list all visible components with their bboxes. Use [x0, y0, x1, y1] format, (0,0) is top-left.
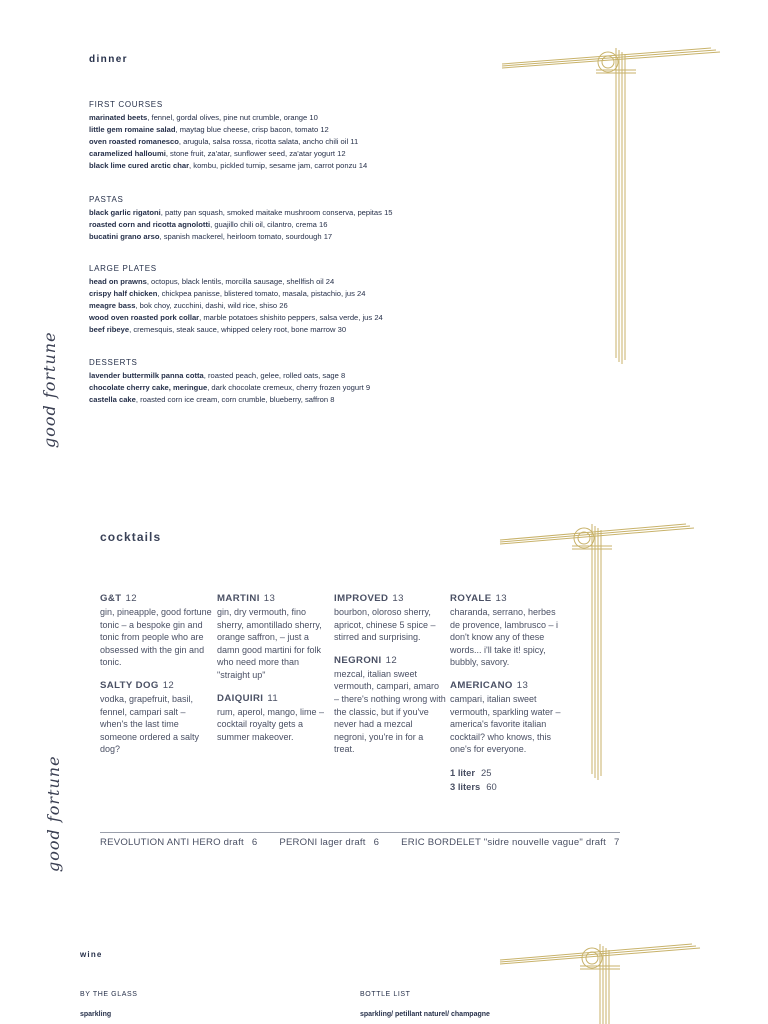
menu-item	[89, 312, 383, 324]
item-name: chocolate cherry cake, meringue	[89, 383, 208, 392]
section-title: DESSERTS	[89, 358, 138, 367]
item-description: , arugula, salsa rossa, ricotta salata, ancho chili oil	[178, 137, 349, 146]
cocktail-name-line	[100, 592, 212, 606]
item-price: 10	[309, 113, 318, 122]
item-description: , roasted corn ice cream, corn crumble, blueberry, saffron	[135, 395, 329, 404]
item-name: bucatini grano arso	[89, 232, 160, 241]
glass-category-sparkling: sparkling	[80, 1011, 112, 1018]
cocktail-name: AMERICANO	[450, 679, 513, 691]
section-title: FIRST COURSES	[89, 100, 163, 109]
item-description: , marble potatoes shishito peppers, salsa verde, jus	[199, 313, 373, 322]
item-description: , roasted peach, gelee, rolled oats, sage	[203, 371, 339, 380]
cocktail-price: 12	[162, 679, 175, 691]
menu-section	[89, 358, 370, 406]
cocktail-column	[100, 592, 212, 766]
bottle-list-heading: BOTTLE LIST	[360, 991, 411, 998]
cocktail-price: 13	[516, 679, 529, 691]
cocktail-name: IMPROVED	[334, 593, 389, 604]
item-name: head on prawns	[89, 277, 147, 286]
cocktail-item	[100, 592, 212, 669]
cocktail-name-line	[450, 679, 562, 693]
cocktail-description: rum, aperol, mango, lime – cocktail royalty gets a summer makeover.	[217, 706, 325, 742]
item-description: , fennel, gordal olives, pine nut crumble, orange	[147, 113, 308, 122]
liter-price: 60	[486, 780, 497, 792]
item-name: meagre bass	[89, 301, 136, 310]
item-description: , bok choy, zucchini, dashi, wild rice, shiso	[135, 301, 278, 310]
cocktail-price: 11	[267, 692, 279, 704]
item-price: 17	[323, 232, 333, 241]
menu-item	[89, 124, 367, 136]
item-price: 9	[365, 383, 371, 392]
beer-name: PERONI lager draft	[279, 837, 366, 848]
cocktail-description: mezcal, italian sweet vermouth, campari, amaro – there's nothing wrong with the classic, but if you've never had a mezcal negroni, you're in for a treat.	[334, 668, 446, 755]
cocktail-name: ROYALE	[450, 593, 492, 604]
cocktail-name: NEGRONI	[334, 654, 382, 666]
cocktail-name-line	[217, 692, 329, 706]
cocktail-item	[450, 679, 562, 756]
menu-section	[89, 264, 383, 336]
item-name: oven roasted romanesco	[89, 137, 179, 146]
item-price: 12	[320, 125, 329, 134]
art-deco-ornament-wine	[496, 940, 702, 1024]
menu-item	[89, 231, 393, 243]
menu-item	[89, 112, 367, 124]
brand-signature-cocktails: good fortune	[44, 755, 63, 872]
menu-item	[89, 394, 370, 406]
item-price: 8	[330, 395, 335, 404]
item-price: 26	[279, 301, 288, 310]
item-description: , spanish mackerel, heirloom tomato, sourdough	[159, 232, 322, 241]
beer-price: 7	[614, 837, 620, 848]
cocktail-name: DAIQUIRI	[217, 692, 264, 704]
cocktail-name: SALTY DOG	[100, 679, 159, 691]
cocktail-description: bourbon, oloroso sherry, apricot, chinese 5 spice – stirred and surprising.	[334, 607, 436, 643]
liter-size: 3 liters	[450, 780, 481, 792]
beer-divider	[100, 832, 620, 833]
menu-item	[89, 382, 370, 394]
draft-beer	[401, 837, 619, 848]
item-price: 8	[341, 371, 346, 380]
item-price: 14	[358, 161, 368, 170]
menu-item	[89, 136, 367, 148]
cocktail-name: G&T	[100, 593, 122, 604]
art-deco-ornament-dinner	[496, 44, 726, 368]
cocktail-column	[334, 592, 446, 766]
draft-beer-list	[100, 837, 642, 848]
cocktail-name-line	[100, 679, 212, 693]
item-price: 24	[374, 313, 383, 322]
item-name: roasted corn and ricotta agnolotti	[89, 220, 211, 229]
item-description: , patty pan squash, smoked maitake mushroom conserva, pepitas	[160, 208, 382, 217]
menu-item	[89, 288, 383, 300]
draft-beer	[100, 837, 257, 848]
cocktail-column	[217, 592, 329, 753]
cocktail-description: vodka, grapefruit, basil, fennel, campari salt – when's the last time someone ordered a salty dog?	[100, 693, 200, 755]
item-price: 16	[319, 220, 328, 229]
item-description: , cremesquis, steak sauce, whipped celery root, bone marrow	[129, 325, 336, 334]
item-price: 30	[337, 325, 347, 334]
cocktail-price: 13	[495, 593, 507, 604]
item-description: , maytag blue cheese, crisp bacon, tomato	[175, 125, 319, 134]
beer-name: REVOLUTION ANTI HERO draft	[100, 837, 244, 848]
cocktail-column	[450, 592, 562, 794]
draft-beer	[279, 837, 379, 848]
cocktail-item	[100, 679, 212, 756]
menu-item	[89, 207, 393, 219]
item-description: , guajillo chili oil, cilantro, crema	[210, 220, 317, 229]
menu-section	[89, 100, 367, 172]
item-price: 12	[337, 149, 346, 158]
menu-item	[89, 148, 367, 160]
item-name: black lime cured arctic char	[89, 161, 190, 170]
item-name: marinated beets	[89, 113, 148, 122]
menu-item	[89, 276, 383, 288]
wine-title: wine	[80, 950, 103, 959]
item-description: , kombu, pickled turnip, sesame jam, carrot ponzu	[189, 161, 357, 170]
cocktail-price: 12	[125, 593, 137, 604]
cocktail-name-line	[334, 654, 446, 668]
item-name: little gem romaine salad	[89, 125, 176, 134]
cocktail-price: 13	[392, 593, 404, 604]
item-name: caramelized halloumi	[89, 149, 166, 158]
cocktail-name: MARTINI	[217, 593, 260, 604]
item-name: beef ribeye	[89, 325, 130, 334]
cocktail-price: 12	[385, 654, 398, 666]
item-description: , stone fruit, za'atar, sunflower seed, za'atar yogurt	[165, 149, 336, 158]
bottle-category-sparkling: sparkling/ petillant naturel/ champagne	[360, 1011, 490, 1018]
item-description: , octopus, black lentils, morcilla sausage, shellfish oil	[146, 277, 324, 286]
menu-item	[89, 219, 393, 231]
item-price: 15	[384, 208, 393, 217]
beer-price: 6	[251, 837, 258, 848]
cocktail-name-line	[334, 592, 446, 606]
menu-item	[89, 160, 367, 172]
cocktail-item	[450, 592, 562, 669]
item-price: 24	[357, 289, 366, 298]
section-title: LARGE PLATES	[89, 264, 157, 273]
item-name: castella cake	[89, 395, 136, 404]
beer-name: ERIC BORDELET "sidre nouvelle vague" draft	[401, 837, 607, 848]
cocktail-name-line	[217, 592, 329, 606]
cocktail-description: charanda, serrano, herbes de provence, lambrusco – i don't know any of these words... i'll take it! spicy, bubbly, savory.	[450, 607, 559, 668]
item-name: lavender buttermilk panna cotta	[89, 371, 204, 380]
liter-size: 1 liter	[450, 766, 476, 778]
cocktail-item	[217, 692, 329, 744]
item-name: wood oven roasted pork collar	[89, 313, 200, 322]
cocktail-description: gin, dry vermouth, fino sherry, amontillado sherry, orange saffron, – just a damn good martini for folk who need more than "straight up"	[217, 607, 322, 680]
liter-option	[450, 780, 562, 794]
cocktail-item	[334, 654, 446, 756]
beer-price: 6	[373, 837, 380, 848]
brand-signature-dinner: good fortune	[40, 331, 59, 448]
cocktail-description: gin, pineapple, good fortune tonic – a bespoke gin and tonic from people who are obsessed with the gin and tonic.	[100, 607, 212, 668]
menu-section	[89, 195, 393, 243]
cocktail-item	[217, 592, 329, 682]
menu-item	[89, 370, 370, 382]
item-price: 11	[350, 137, 359, 146]
section-title: PASTAS	[89, 195, 124, 204]
cocktails-title: cocktails	[100, 530, 162, 544]
item-name: black garlic rigatoni	[89, 208, 161, 217]
by-the-glass-heading: BY THE GLASS	[80, 991, 138, 998]
cocktail-price: 13	[263, 593, 276, 604]
dinner-title: dinner	[89, 54, 128, 65]
menu-item	[89, 300, 383, 312]
item-description: , dark chocolate cremeux, cherry frozen yogurt	[207, 383, 364, 392]
cocktail-description: campari, italian sweet vermouth, sparkling water – america's favorite italian cocktail? who knows, this one's for everyone.	[450, 693, 561, 755]
menu-item	[89, 324, 383, 336]
item-description: , chickpea panisse, blistered tomato, masala, pistachio, jus	[157, 289, 355, 298]
cocktail-item	[334, 592, 446, 644]
item-name: crispy half chicken	[89, 289, 158, 298]
cocktail-name-line	[450, 592, 562, 606]
liter-option	[450, 766, 562, 780]
liter-price: 25	[481, 766, 492, 778]
item-price: 24	[325, 277, 335, 286]
